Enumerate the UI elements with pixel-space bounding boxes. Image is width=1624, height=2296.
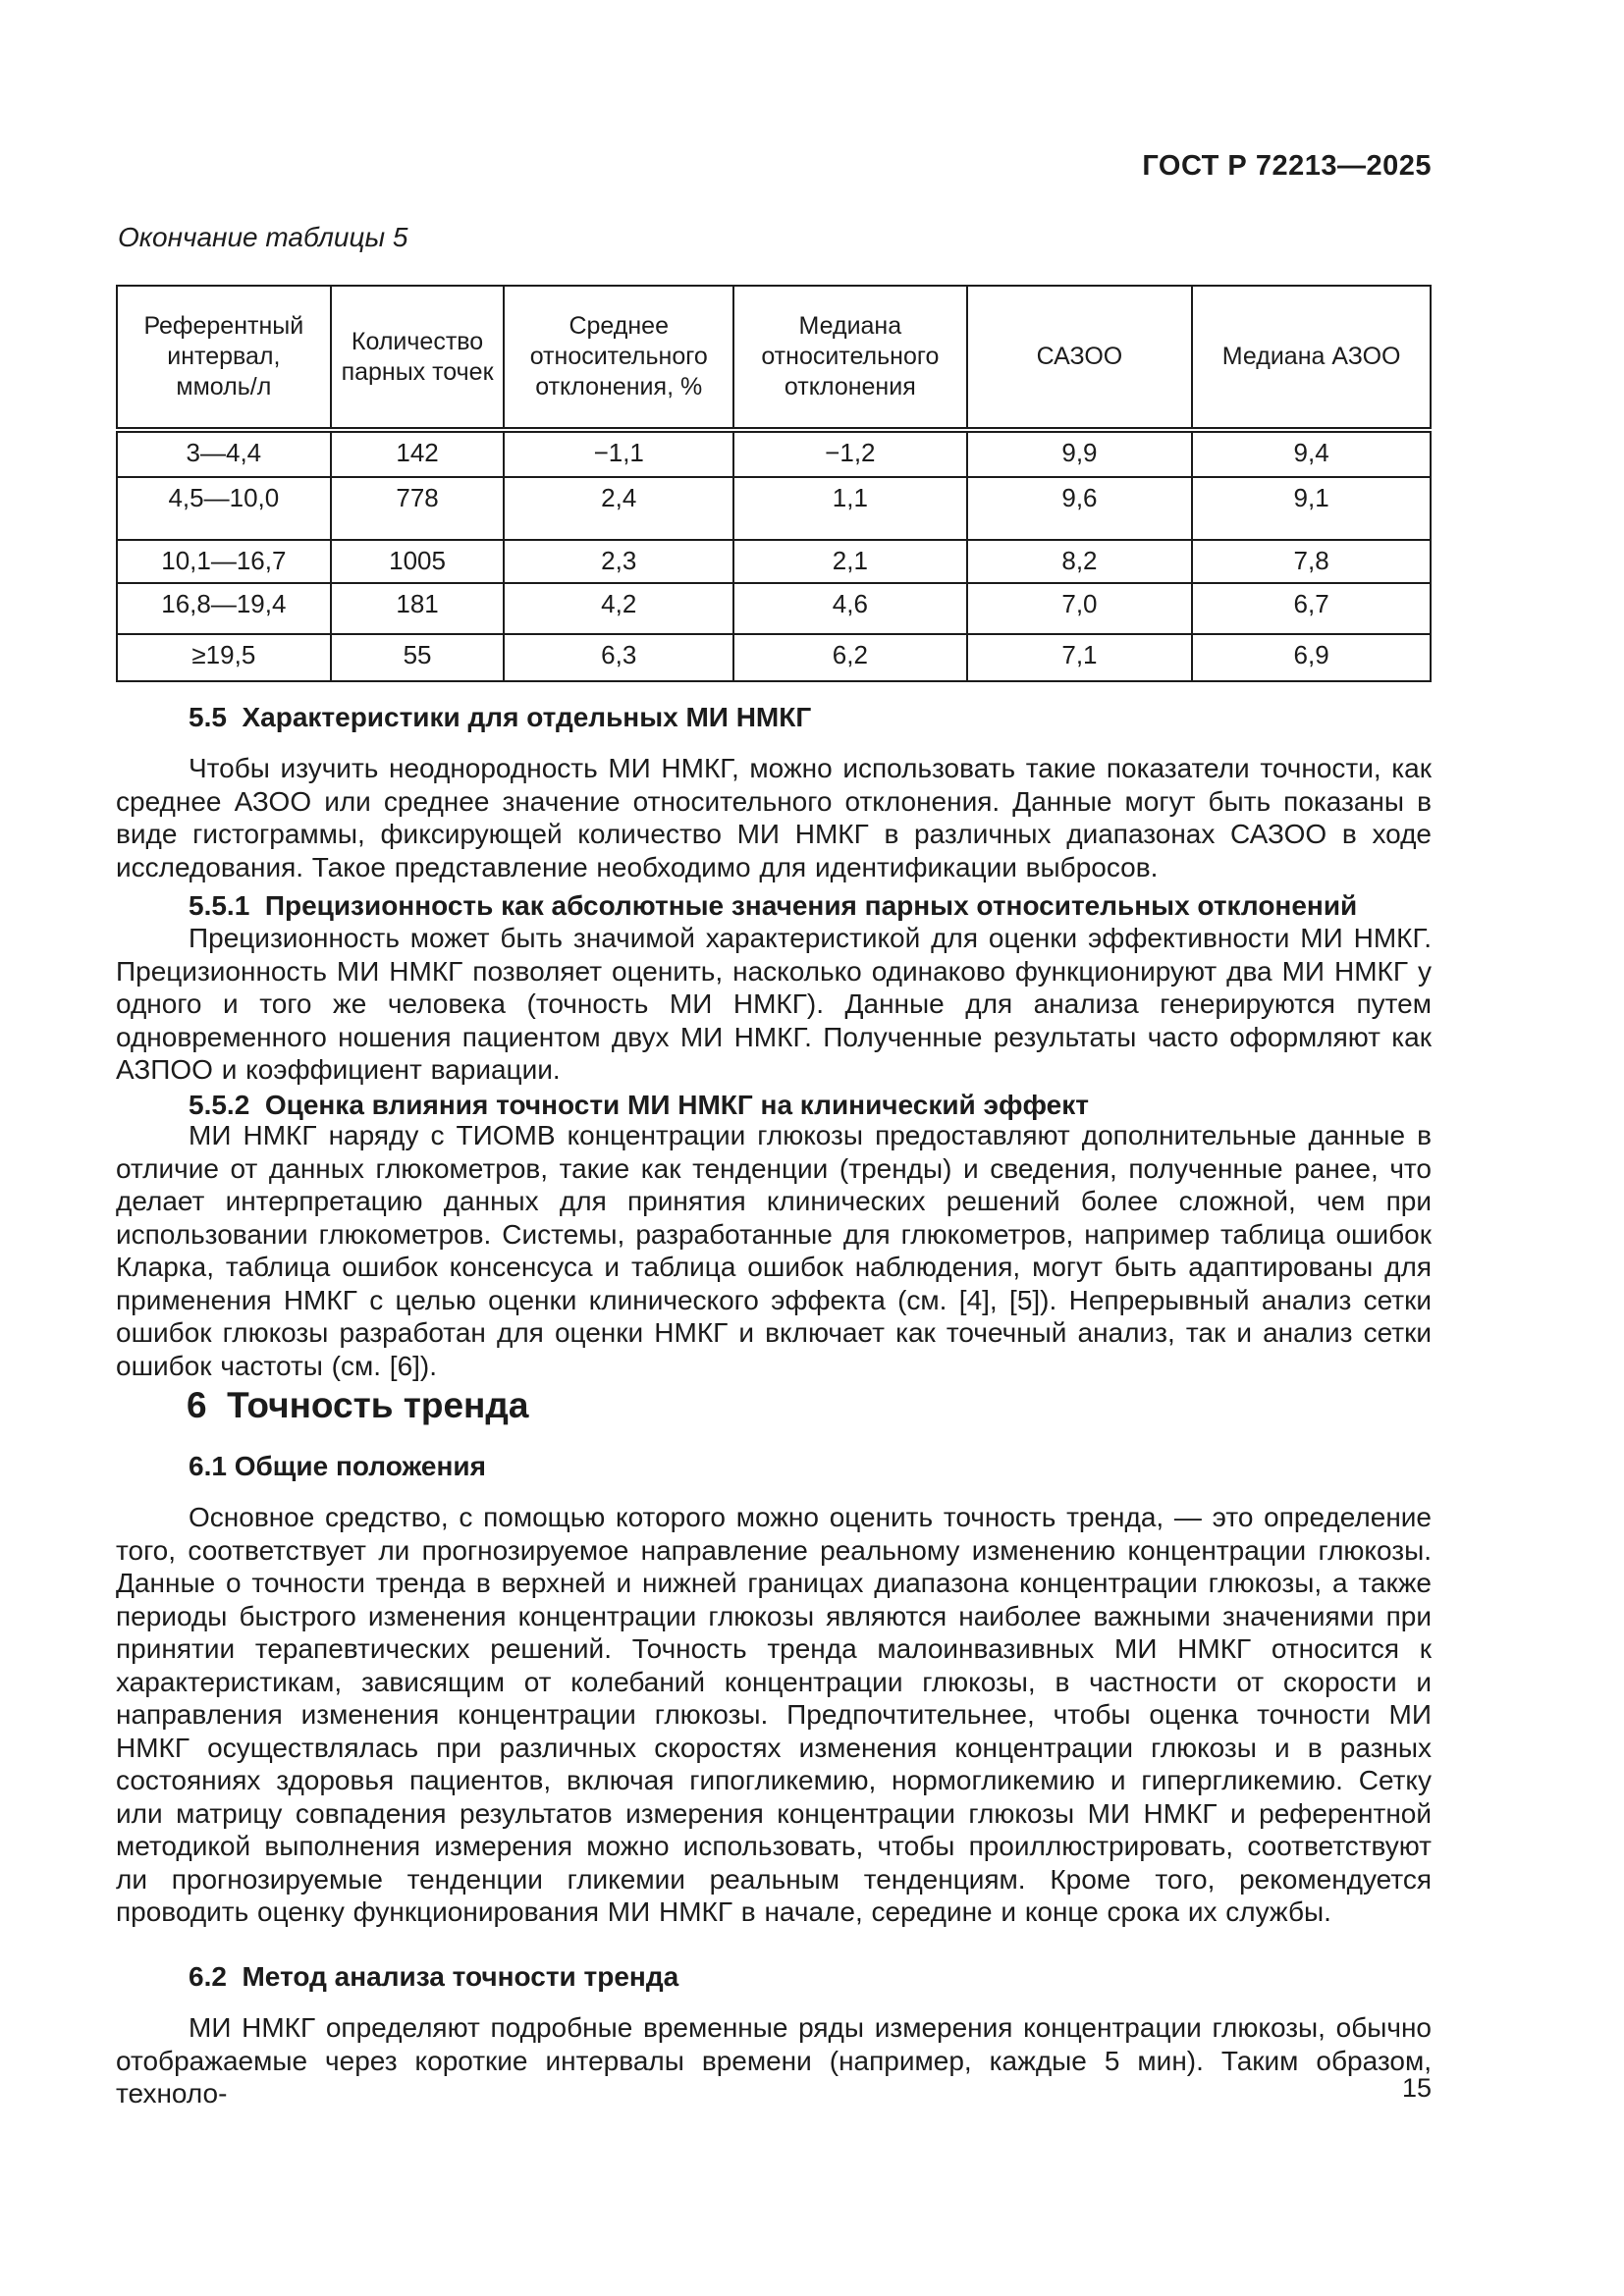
table-continuation-caption: Окончание таблицы 5 xyxy=(118,222,408,252)
cell: 55 xyxy=(331,634,505,681)
cell: 9,4 xyxy=(1192,430,1431,477)
table-row xyxy=(117,477,1431,540)
cell: 1,1 xyxy=(733,477,967,540)
cell: 4,6 xyxy=(733,583,967,634)
heading-5-5-1: 5.5.1 Прецизионность как абсолютные значения парных относительных отклонений xyxy=(189,890,1358,921)
col-header-sazoo: САЗОО xyxy=(967,286,1193,430)
col-header-reference-interval: Референтный интервал, ммоль/л xyxy=(117,286,331,430)
paragraph-5-5-2: МИ НМКГ наряду с ТИОМВ концентрации глюкозы предоставляют дополнительные данные в отличие от данных глюкометров, такие как тенденции (тренды) и сведения, полученные ранее, что делает интерпретацию данных для принятия клинических решений более сложной, чем при использовании глюкометров. Системы, разработанные для глюкометров, например таблица ошибок Кларка, таблица ошибок консенсуса и таблица ошибок наблюдения, могут быть адаптированы для применения НМКГ с целью оценки клинического эффекта (см. [4], [5]). Непрерывный анализ сетки ошибок глюкозы разработан для оценки НМКГ и включает как точечный анализ, так и анализ сетки ошибок частоты (см. [6]). xyxy=(116,1120,1432,1381)
table-row xyxy=(117,634,1431,681)
paragraph-6-1: Основное средство, с помощью которого можно оценить точность тренда, — это определение того, соответствует ли прогнозируемое направление реальному изменению концентрации глюкозы. Данные о точности тренда в верхней и нижней границах диапазона концентрации глюкозы, а также периоды быстрого изменения концентрации глюкозы являются наиболее важными значениями при принятии терапевтических решений. Точность тренда малоинвазивных МИ НМКГ относится к характеристикам, зависящим от колебаний концентрации глюкозы, в частности от скорости и направления изменения концентрации глюкозы. Предпочтительнее, чтобы оценка точности МИ НМКГ осуществлялась при различных скоростях изменения концентрации глюкозы и в разных состояниях здоровья пациентов, включая гипогликемию, нормогликемию и гипергликемию. Сетку или матрицу совпадения результатов измерения концентрации глюкозы МИ НМКГ и референтной методикой выполнения измерения можно использовать, чтобы проиллюстрировать, соответствуют ли прогнозируемые тенденции гликемии реальным тенденциям. Кроме того, рекомендуется проводить оценку функционирования МИ НМКГ в начале, середине и конце срока их службы. xyxy=(116,1502,1432,1927)
cell: 1005 xyxy=(331,540,505,583)
cell: 16,8—19,4 xyxy=(117,583,331,634)
cell: 4,2 xyxy=(504,583,733,634)
cell: 9,1 xyxy=(1192,477,1431,540)
table-row xyxy=(117,540,1431,583)
cell: 9,9 xyxy=(967,430,1193,477)
cell: 6,7 xyxy=(1192,583,1431,634)
cell: 8,2 xyxy=(967,540,1193,583)
col-header-paired-points: Количество парных точек xyxy=(331,286,505,430)
col-header-median-azoo: Медиана АЗОО xyxy=(1192,286,1431,430)
cell: 181 xyxy=(331,583,505,634)
heading-5-5-2: 5.5.2 Оценка влияния точности МИ НМКГ на клинический эффект xyxy=(189,1090,1089,1120)
cell: 3—4,4 xyxy=(117,430,331,477)
paragraph-5-5-1: Прецизионность может быть значимой характеристикой для оценки эффективности МИ НМКГ. Прецизионность МИ НМКГ позволяет оценить, насколько одинаково функционируют два МИ НМКГ у одного и того же человека (точность МИ НМКГ). Данные для анализа генерируются путем одновременного ношения пациентом двух МИ НМКГ. Полученные результаты часто оформляют как АЗПОО и коэффициент вариации. xyxy=(116,923,1432,1085)
table-row xyxy=(117,583,1431,634)
standard-designation: ГОСТ Р 72213—2025 xyxy=(1142,150,1432,182)
table5 xyxy=(116,285,1432,682)
paragraph-5-5: Чтобы изучить неоднородность МИ НМКГ, можно использовать такие показатели точности, как среднее АЗОО или среднее значение относительного отклонения. Данные могут быть показаны в виде гистограммы, фиксирующей количество МИ НМКГ в различных диапазонах САЗОО в ходе исследования. Такое представление необходимо для идентификации выбросов. xyxy=(116,753,1432,882)
cell: −1,1 xyxy=(504,430,733,477)
cell: 10,1—16,7 xyxy=(117,540,331,583)
cell: ≥19,5 xyxy=(117,634,331,681)
heading-6-2: 6.2 Метод анализа точности тренда xyxy=(189,1961,679,1992)
table-row xyxy=(117,430,1431,477)
cell: 2,1 xyxy=(733,540,967,583)
cell: 2,3 xyxy=(504,540,733,583)
cell: 9,6 xyxy=(967,477,1193,540)
cell: 142 xyxy=(331,430,505,477)
heading-5-5: 5.5 Характеристики для отдельных МИ НМКГ xyxy=(189,702,812,732)
page-number: 15 xyxy=(1401,2073,1432,2103)
paragraph-6-2: МИ НМКГ определяют подробные временные ряды измерения концентрации глюкозы, обычно отображаемые через короткие интервалы времени (например, каждые 5 мин). Таким образом, техноло- xyxy=(116,2012,1432,2109)
col-header-mean-relative-deviation: Среднее относительного отклонения, % xyxy=(504,286,733,430)
cell: 7,8 xyxy=(1192,540,1431,583)
table-header-row xyxy=(117,286,1431,430)
cell: 4,5—10,0 xyxy=(117,477,331,540)
heading-6-1: 6.1 Общие положения xyxy=(189,1451,486,1481)
cell: 6,2 xyxy=(733,634,967,681)
col-header-median-relative-deviation: Медиана относительного отклонения xyxy=(733,286,967,430)
cell: 778 xyxy=(331,477,505,540)
cell: 6,3 xyxy=(504,634,733,681)
cell: 7,1 xyxy=(967,634,1193,681)
heading-6: 6 Точность тренда xyxy=(187,1385,529,1425)
cell: −1,2 xyxy=(733,430,967,477)
cell: 2,4 xyxy=(504,477,733,540)
cell: 6,9 xyxy=(1192,634,1431,681)
cell: 7,0 xyxy=(967,583,1193,634)
